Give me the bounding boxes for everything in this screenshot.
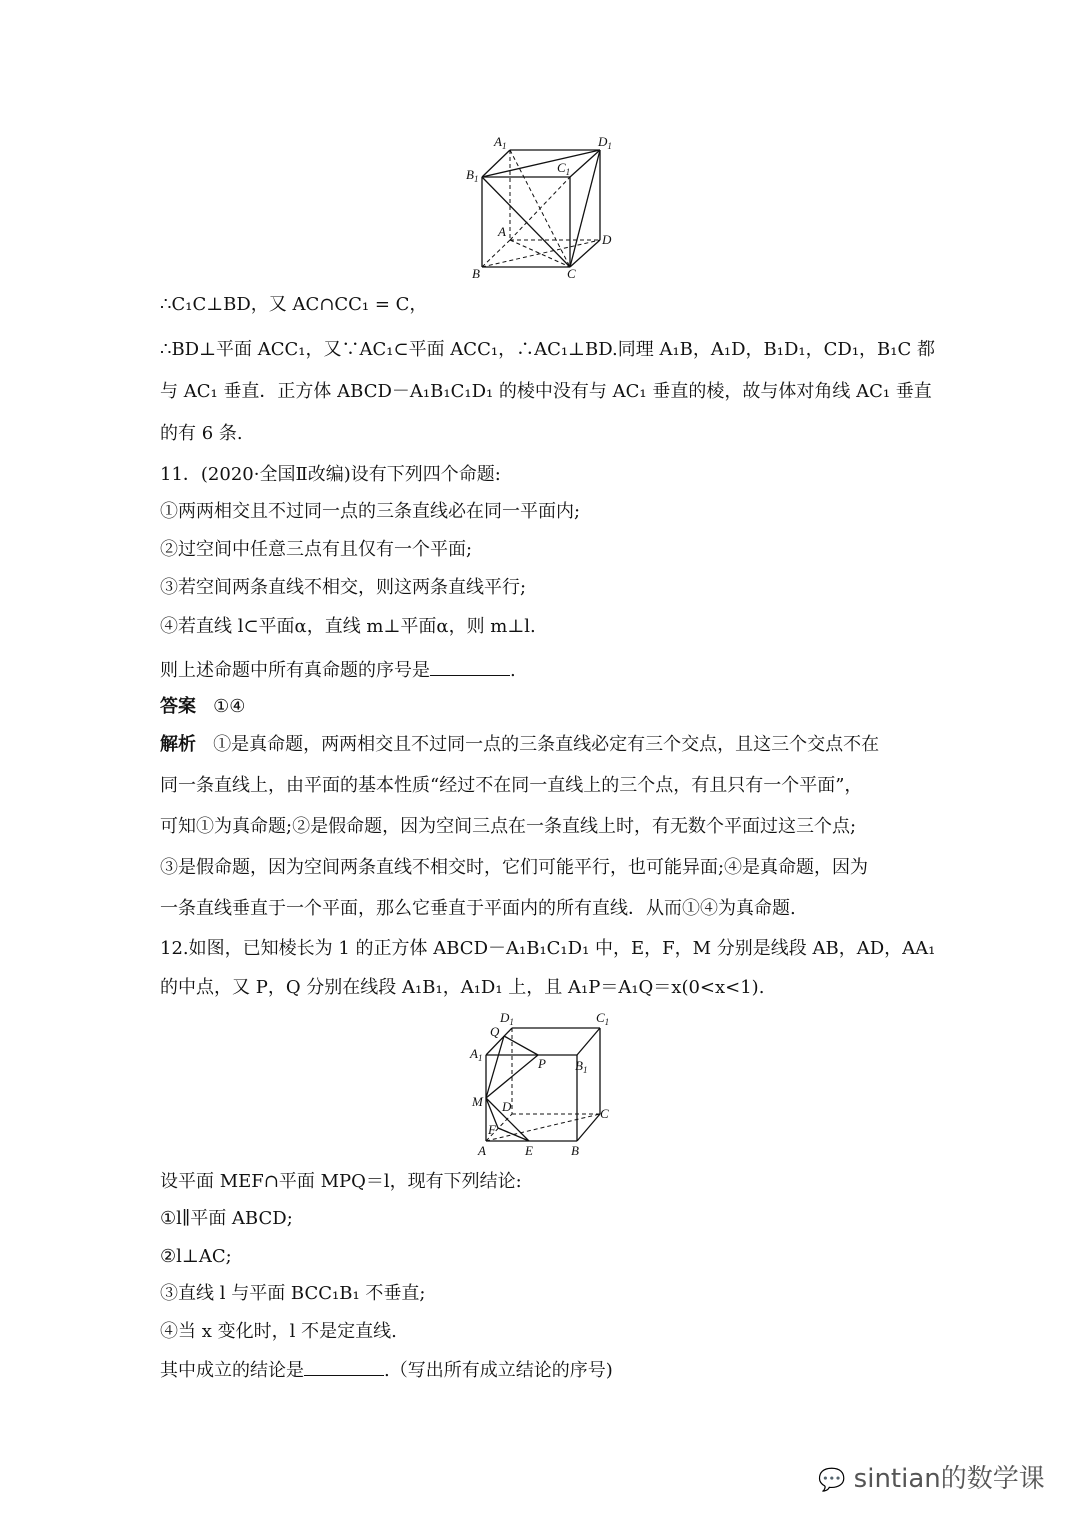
cube-figure-1 [460,130,630,285]
q12-conclusion-1: ①l∥平面 ABCD; [160,1208,293,1229]
q11-proposition-3: ③若空间两条直线不相交，则这两条直线平行; [160,577,527,598]
label-B: B [571,1143,579,1158]
label-M: M [472,1094,483,1109]
label-D: D [602,232,612,247]
label-C1: $C_1$ [557,160,571,177]
q12-stem-2: 的中点，又 P，Q 分别在线段 A₁B₁，A₁D₁ 上，且 A₁P＝A₁Q＝x(0<x<1). [160,977,765,998]
answer-label: 答案 [160,696,196,717]
proof-line-2: ∴BD⊥平面 ACC₁，又∵AC₁⊂平面 ACC₁，∴AC₁⊥BD.同理 A₁B，A₁D，B₁D₁，CD₁，B₁C 都 [160,339,935,360]
proof-line-1: ∴C₁C⊥BD，又 AC∩CC₁ = C， [160,294,428,315]
label-E: E [525,1143,533,1158]
label-C1: $C_1$ [596,1010,610,1027]
q11-analysis-1: 解析 ①是真命题，两两相交且不过同一点的三条直线必定有三个交点，且这三个交点不在 [160,734,880,755]
q11-proposition-2: ②过空间中任意三点有且仅有一个平面; [160,539,473,560]
proof-line-4: 的有 6 条. [160,423,243,444]
label-B1: $B_1$ [575,1058,588,1075]
label-B: B [472,266,480,281]
q11-analysis-5: 一条直线垂直于一个平面，那么它垂直于平面内的所有直线．从而①④为真命题. [160,898,796,919]
label-A1: $A_1$ [494,134,507,151]
cube-figure-2 [464,1008,624,1160]
q11-question: 则上述命题中所有真命题的序号是 . [160,657,516,683]
q12-conclusion-3: ③直线 l 与平面 BCC₁B₁ 不垂直; [160,1283,426,1304]
answer-blank [304,1357,384,1376]
q11-analysis-2: 同一条直线上，由平面的基本性质“经过不在同一直线上的三个点，有且只有一个平面”， [160,775,863,796]
label-D1: $D_1$ [500,1010,514,1027]
q12-conclusion-2: ②l⊥AC; [160,1246,232,1267]
label-C: C [600,1106,609,1121]
q12-setup: 设平面 MEF∩平面 MPQ＝l，现有下列结论: [160,1171,522,1192]
q12-question: 其中成立的结论是 .（写出所有成立结论的序号) [160,1357,613,1383]
label-Q: Q [490,1024,500,1039]
q11-proposition-4: ④若直线 l⊂平面α，直线 m⊥平面α，则 m⊥l. [160,616,536,637]
q11-analysis-4: ③是假命题，因为空间两条直线不相交时，它们可能平行，也可能异面;④是真命题，因为 [160,857,869,878]
answer-value: ①④ [213,696,246,717]
answer-blank [430,657,510,676]
watermark: 💬 sintian的数学课 [818,1464,1045,1494]
q12-conclusion-4: ④当 x 变化时，l 不是定直线. [160,1321,397,1342]
q11-analysis-3: 可知①为真命题;②是假命题，因为空间三点在一条直线上时，有无数个平面过这三个点; [160,816,857,837]
label-F: F [488,1122,496,1137]
label-P: P [538,1056,546,1071]
q11-proposition-1: ①两两相交且不过同一点的三条直线必在同一平面内; [160,501,581,522]
label-B1: $B_1$ [466,167,479,184]
wechat-icon: 💬 [818,1468,846,1493]
proof-line-3: 与 AC₁ 垂直．正方体 ABCD－A₁B₁C₁D₁ 的棱中没有与 AC₁ 垂直的棱，故与体对角线 AC₁ 垂直 [160,381,932,402]
label-A: A [478,1143,486,1158]
q12-stem-1: 12.如图，已知棱长为 1 的正方体 ABCD－A₁B₁C₁D₁ 中，E，F，M 分别是线段 AB，AD，AA₁ [160,938,936,959]
label-A: A [498,224,506,239]
label-C: C [567,266,576,281]
label-D1: $D_1$ [598,134,612,151]
analysis-label: 解析 [160,734,196,755]
label-A1: $A_1$ [470,1046,483,1063]
q11-title: 11．(2020·全国Ⅱ改编)设有下列四个命题: [160,464,501,485]
q11-answer [160,695,245,719]
label-D: D [502,1099,512,1114]
